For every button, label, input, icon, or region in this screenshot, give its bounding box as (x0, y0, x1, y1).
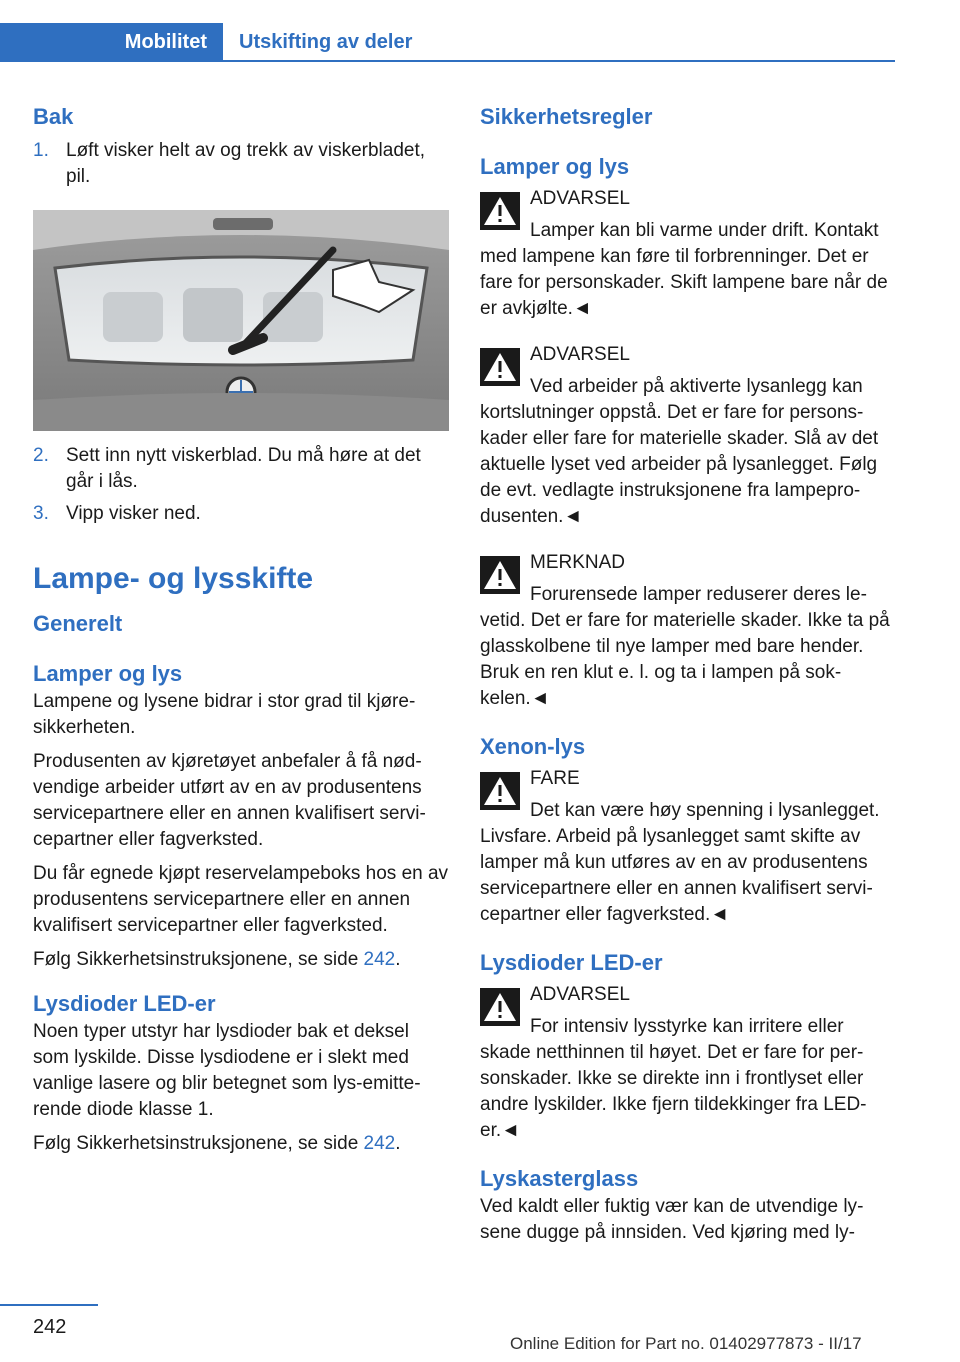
lyskasterglass-heading: Lyskasterglass (480, 1166, 639, 1191)
warning-block (480, 186, 896, 322)
notice-label: MERKNAD (530, 552, 626, 573)
danger-text: Det kan være høy spenning i lysanlegget. Livsfare. Arbeid på lysanlegget samt skifte av lamper må kun utføres av en av produsentens servicepartnere eller en annen kvalifisert servicepartner eller fagverksted.◄ (480, 800, 880, 925)
lamper-og-lys-heading: Lamper og lys (33, 661, 183, 686)
paragraph-reference (33, 947, 449, 973)
paragraph: Lampene og lysene bidrar i stor grad til kjøresikkerheten. (33, 691, 416, 738)
warning-label: ADVARSEL (530, 188, 630, 209)
page-link[interactable]: 242 (363, 1133, 396, 1154)
warning-block (480, 342, 896, 530)
reference-text: Følg Sikkerhetsinstruksjonene, se side (33, 949, 364, 970)
reference-end: . (395, 1133, 401, 1154)
page-link[interactable]: 242 (363, 949, 396, 970)
warning-triangle-icon (480, 988, 520, 1026)
car-rear-image (33, 210, 449, 431)
bak-heading: Bak (33, 104, 74, 129)
danger-block (480, 766, 896, 928)
section-title: Lampe- og lysskifte (33, 562, 314, 595)
paragraph: Ved kaldt eller fuktig vær kan de utvendige lysene dugge på innsiden. Ved kjøring med ly- (480, 1196, 864, 1243)
step-text: Sett inn nytt viskerblad. Du må høre at det går i lås. (66, 445, 421, 492)
page-number: 242 (33, 1316, 67, 1338)
edition-text: Online Edition for Part no. 01402977873 - II/17 (510, 1334, 862, 1353)
lamper-og-lys-heading: Lamper og lys (480, 154, 630, 179)
warning-text: Ved arbeider på aktiverte lysanlegg kan kortslutninger oppstå. Det er fare for personskader eller fare for materielle skader. Slå av det aktuelle lyset ved arbeider på lysanlegget. Følg de evt. vedlagte instruksjonene fra lampeprodusenten.◄ (480, 376, 879, 527)
paragraph: Produsenten av kjøretøyet anbefaler å få nødvendige arbeider utført av en av produsentens servicepartnere eller en annen kvalifisert servicepartner eller fagverksted. (33, 751, 426, 850)
warning-triangle-icon (480, 556, 520, 594)
warning-triangle-icon (480, 192, 520, 230)
warning-block (480, 982, 896, 1144)
xenon-lys-heading: Xenon-lys (480, 734, 586, 759)
lysdioder-heading: Lysdioder LED-er (33, 991, 216, 1016)
step-text: Vipp visker ned. (66, 503, 201, 524)
step-text: Løft visker helt av og trekk av viskerbladet, pil. (66, 140, 426, 187)
danger-label: FARE (530, 768, 580, 789)
footer-divider (0, 1304, 98, 1306)
warning-label: ADVARSEL (530, 344, 630, 365)
step-2 (33, 443, 449, 495)
paragraph-reference (33, 1131, 449, 1157)
generelt-heading: Generelt (33, 611, 123, 636)
step-number: 2. (33, 445, 49, 466)
left-column (33, 100, 449, 1157)
step-number: 1. (33, 140, 49, 161)
header-divider (223, 60, 895, 62)
warning-triangle-icon (480, 772, 520, 810)
step-3 (33, 501, 449, 527)
step-number: 3. (33, 503, 49, 524)
notice-text: Forurensede lamper reduserer deres levetid. Det er fare for materielle skader. Ikke ta på glasskolbene til nye lamper med bare hender. Bruk en ren klut e. l. og ta i lampen på sokkelen.◄ (480, 584, 890, 709)
warning-text: Lamper kan bli varme under drift. Kontakt med lampene kan føre til forbrenninger. Det er fare for personskader. Skift lampene bare når de er avkjølte.◄ (480, 220, 888, 319)
sikkerhetsregler-heading: Sikkerhetsregler (480, 104, 653, 129)
tab-mobilitet[interactable]: Mobilitet (0, 23, 223, 62)
step-1 (33, 138, 449, 190)
paragraph: Du får egnede kjøpt reservelampeboks hos en av produsentens servicepartnere eller en annen kvalifisert servicepartner eller fagverksted. (33, 863, 449, 936)
reference-text: Følg Sikkerhetsinstruksjonene, se side (33, 1133, 364, 1154)
paragraph: Noen typer utstyr har lysdioder bak et deksel som lyskilde. Disse lysdiodene er i slekt med vanlige lasere og blir betegnet som lys-emitterende diode klasse 1. (33, 1021, 421, 1120)
warning-triangle-icon (480, 348, 520, 386)
warning-block (480, 550, 896, 712)
lysdioder-heading: Lysdioder LED-er (480, 950, 663, 975)
rear-wiper-illustration (33, 210, 449, 431)
right-column (480, 100, 896, 1246)
warning-label: ADVARSEL (530, 984, 630, 1005)
warning-text: For intensiv lysstyrke kan irritere eller skade netthinnen til høyet. Det er fare for personskader. Ikke se direkte inn i frontlyset eller andre lyskilder. Ikke fjern tildekkinger fra LED-er.◄ (480, 1016, 867, 1141)
page-header (0, 0, 960, 62)
tab-utskifting-av-deler[interactable]: Utskifting av deler (239, 31, 413, 53)
reference-end: . (395, 949, 401, 970)
